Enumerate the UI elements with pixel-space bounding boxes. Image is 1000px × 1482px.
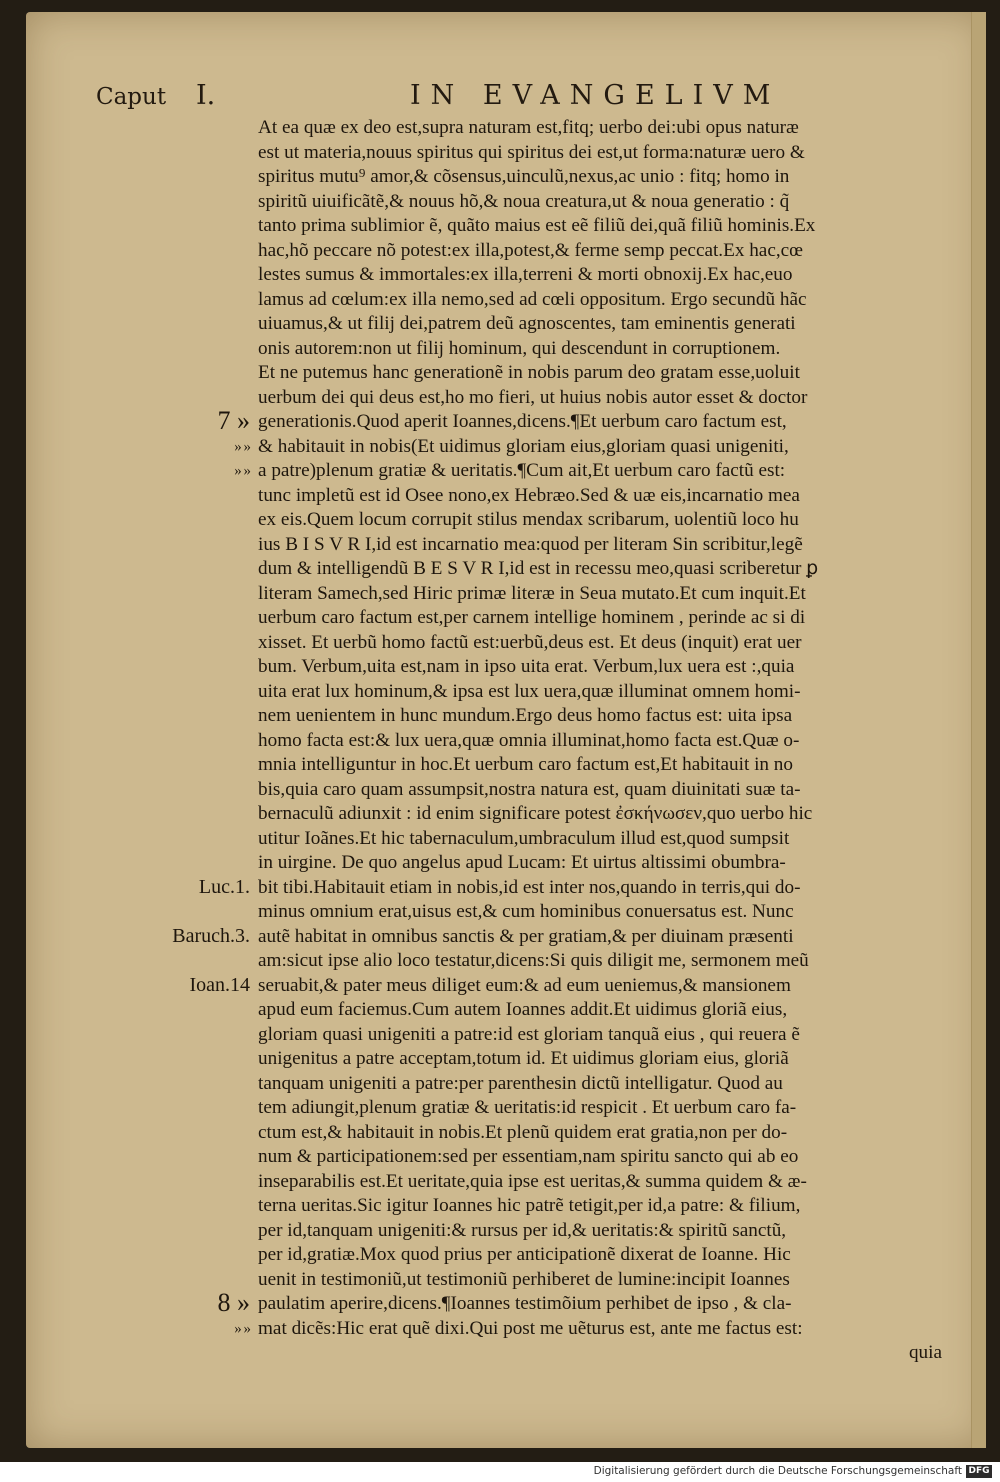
running-title: IN EVANGELIVM [410, 80, 781, 111]
text-line: per id,tanquam unigeniti:& rursus per id,& ueritatis:& spiritũ sanctũ, [258, 1219, 787, 1241]
text-line: inseparabilis est.Et ueritate,quia ipse est ueritas,& summa quidem & æ- [258, 1170, 807, 1192]
text-line: tunc impletũ est id Osee nono,ex Hebræo.Sed & uæ eis,incarnatio mea [258, 484, 800, 506]
dfg-logo: DFG [966, 1465, 992, 1478]
text-line: am:sicut ipse alio loco testatur,dicens:Si quis diligit me, sermonem meũ [258, 950, 809, 971]
text-line: generationis.Quod aperit Ioannes,dicens.¶Et uerbum caro factum est, [258, 411, 787, 432]
text-line: hac,hõ peccare nõ potest:ex illa,potest,& ferme semp peccat.Ex hac,cœ [258, 239, 804, 261]
text-line: bernaculũ adiunxit : id enim significare potest ἐσκήνωσεν,quo uerbo hic [258, 803, 813, 824]
text-line: uenit in testimoniũ,ut testimoniũ perhiberet de lumine:incipit Ioannes [258, 1268, 790, 1290]
text-line: gloriam quasi unigeniti a patre:id est gloriam tanquã eius , qui reuera ẽ [258, 1023, 800, 1045]
text-line: & habitauit in nobis(Et uidimus gloriam eius,gloriam quasi unigeniti, [258, 435, 789, 457]
text-line: homo facta est:& lux uera,quæ omnia illuminat,homo facta est.Quæ o- [258, 729, 800, 751]
text-line: uiuamus,& ut filij dei,patrem deũ agnoscentes, tam eminentis generati [258, 313, 796, 334]
text-line: a patre)plenum gratiæ & ueritatis.¶Cum ait,Et uerbum caro factũ est: [258, 460, 786, 481]
text-line: unigenitus a patre acceptam,totum id. Et uidimus gloriam eius, gloriã [258, 1048, 789, 1069]
margin-note: Luc.1. [198, 875, 250, 898]
text-line: seruabit,& pater meus diliget eum:& ad eum ueniemus,& mansionem [258, 974, 791, 996]
text-line: bum. Verbum,uita est,nam in ipso uita erat. Verbum,lux uera est :,quia [258, 656, 795, 677]
text-line: est ut materia,nouus spiritus qui spiritus dei est,ut forma:naturæ uero & [258, 141, 805, 163]
funding-credit: Digitalisierung gefördert durch die Deutsche Forschungsgemeinschaft [593, 1465, 962, 1477]
margin-note: Ioan.14 [189, 973, 250, 996]
text-line: spiritũ uiuificãtẽ,& nouus hõ,& noua creatura,ut & noua generatio : q̃ [258, 190, 790, 212]
text-line: minus omnium erat,uisus est,& cum hominibus conuersatus est. Nunc [258, 901, 794, 922]
text-line: lestes sumus & immortales:ex illa,terreni & morti obnoxij.Ex hac,euo [258, 264, 793, 285]
text-line: lamus ad cœlum:ex illa nemo,sed ad cœli oppositum. Ergo secundũ hãc [258, 288, 807, 310]
text-line: nem uenientem in hunc mundum.Ergo deus homo factus est: uita ipsa [258, 705, 793, 726]
text-line: mnia intelliguntur in hoc.Et uerbum caro factum est,Et habitauit in no [258, 754, 793, 775]
text-line: tem adiungit,plenum gratiæ & ueritatis:id respicit . Et uerbum caro fa- [258, 1097, 797, 1118]
text-line: ctum est,& habitauit in nobis.Et plenũ quidem erat gratia,non per do- [258, 1121, 788, 1143]
text-line: tanto prima sublimior ẽ, quãto maius est eẽ filiũ dei,quã filiũ hominis.Ex [258, 215, 816, 236]
margin-note: 8 » [217, 1288, 250, 1317]
text-line: At ea quæ ex deo est,supra naturam est,fitq; uerbo dei:ubi opus naturæ [258, 117, 799, 138]
text-line: uerbum dei qui deus est,ho mo fieri, ut huius nobis autor esset & doctor [258, 386, 808, 408]
text-line: Et ne putemus hanc generationẽ in nobis parum deo gratam esse,uoluit [258, 362, 800, 383]
text-line: tanquam unigeniti a patre:per parenthesin dictũ intelligatur. Quod au [258, 1072, 783, 1094]
margin-note: » » [234, 463, 250, 479]
caput-label: Caput [96, 84, 167, 110]
text-line: spiritus mutu⁹ amor,& cõsensus,uinculũ,nexus,ac unio : fitq; homo in [258, 166, 790, 187]
text-line: in uirgine. De quo angelus apud Lucam: Et uirtus altissimi obumbra- [258, 852, 786, 873]
text-line: uerbum caro factum est,per carnem intellige hominem , perinde ac si di [258, 607, 806, 628]
text-line: per id,gratiæ.Mox quod prius per anticipationẽ dixerat de Ioanne. Hic [258, 1244, 791, 1265]
body-text [258, 116, 970, 1366]
margin-note: 7 » [217, 406, 250, 435]
text-line: terna ueritas.Sic igitur Ioannes hic patrẽ tetigit,per id,a patre: & filium, [258, 1195, 801, 1216]
page-header [96, 80, 836, 114]
text-line: bit tibi.Habitauit etiam in nobis,id est inter nos,quando in terris,qui do- [258, 876, 801, 898]
text-line: literam Samech,sed Hiric primæ literæ in Seua mutato.Et cum inquit.Et [258, 582, 806, 604]
text-line: paulatim aperire,dicens.¶Ioannes testimõium perhibet de ipso , & cla- [258, 1293, 792, 1314]
margin-note: » » [234, 1320, 250, 1337]
text-line: onis autorem:non ut filij hominum, qui descendunt in corruptionem. [258, 337, 781, 359]
digitization-footer [0, 1462, 1000, 1482]
text-line: uita erat lux hominum,& ipsa est lux uera,quæ illuminat omnem homi- [258, 680, 801, 702]
text-line: mat dicẽs:Hic erat quẽ dixi.Qui post me uẽturus est, ante me factus est: [258, 1317, 803, 1339]
margin-note: » » [234, 438, 250, 455]
margin-note: Baruch.3. [172, 924, 250, 947]
text-line: quia [908, 1342, 942, 1363]
text-line: dum & intelligendũ B E S V R I,id est in recessu meo,quasi scriberetur ꝑ [258, 558, 819, 579]
text-line: apud eum faciemus.Cum autem Ioannes addit.Et uidimus gloriã eius, [258, 999, 788, 1020]
text-line: ius B I S V R I,id est incarnatio mea:quod per literam Sin scribitur,legẽ [258, 533, 803, 555]
text-line: bis,quia caro quam assumpsit,nostra natura est, quam diuinitati suæ ta- [258, 778, 801, 800]
text-line: autẽ habitat in omnibus sanctis & per gratiam,& per diuinam præsenti [258, 925, 794, 947]
page-edge [971, 12, 986, 1448]
text-line: xisset. Et uerbũ homo factũ est:uerbũ,deus est. Et deus (inquit) erat uer [258, 631, 802, 653]
text-line: ex eis.Quem locum corrupit stilus mendax scribarum, uolentiũ loco hu [258, 509, 799, 530]
text-line: utitur Ioãnes.Et hic tabernaculum,umbraculum illud est,quod sumpsit [258, 827, 790, 849]
text-line: num & participationem:sed per essentiam,nam spiritu sancto qui ab eo [258, 1146, 799, 1167]
chapter-number: I. [196, 80, 216, 111]
